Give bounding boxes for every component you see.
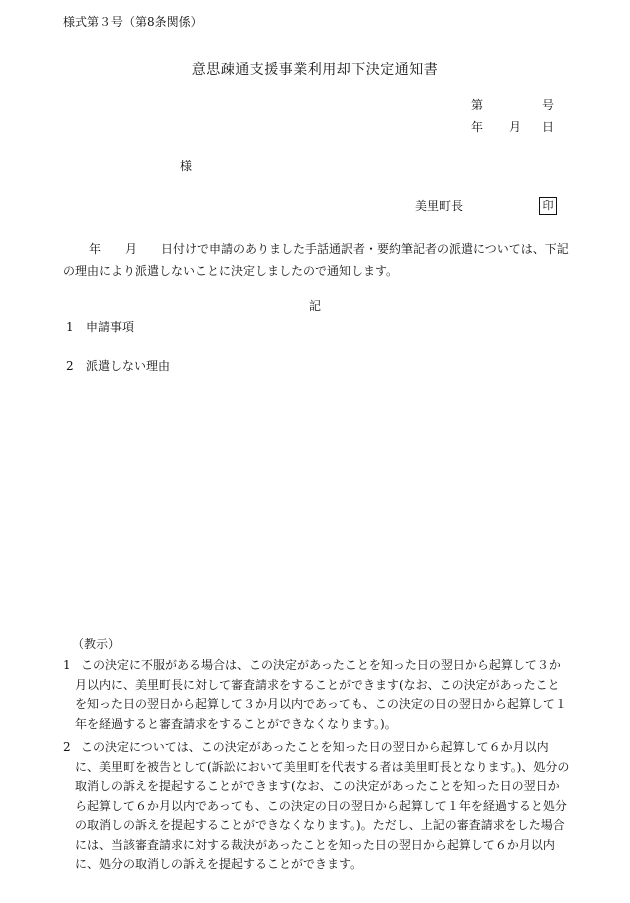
date-year-label: 年 xyxy=(471,120,484,134)
notice-item xyxy=(63,656,571,734)
notice-text: この決定に不服がある場合は、この決定があったことを知った日の翌日から起算して３か月以内に、美里町長に対して審査請求をすることができます(なお、この決定があったことを知った日の翌日から起算して３か月以内であっても、この決定の日の翌日から起算して１年を経過すると審査請求をすることができなくなります。)。 xyxy=(75,658,567,731)
seal-box: 印 xyxy=(539,197,557,215)
item-number: 2 xyxy=(66,359,74,373)
item-label: 派遣しない理由 xyxy=(86,359,171,373)
notice-heading: （教示） xyxy=(72,637,121,651)
form-number: 様式第３号（第8条関係） xyxy=(63,15,203,29)
item-number: 1 xyxy=(66,320,74,334)
notice-number: 1 xyxy=(63,658,71,672)
notice-number: 2 xyxy=(63,740,71,754)
list-item-application xyxy=(66,321,134,333)
date-day-label: 日 xyxy=(542,120,555,134)
notice-text: この決定については、この決定があったことを知った日の翌日から起算して６か月以内に、美里町を被告として(訴訟において美里町を代表する者は美里町長となります。)、処分の取消しの訴えを提起することができます(なお、この決定があったことを知った日の翌日から起算して６か月以内であっても、この決定の日の翌日から起算して１年を経過すると処分の取消しの訴えを提起することができなくなります。)。ただし、上記の審査請求をした場合には、当該審査請求に対する裁決があったことを知った日の翌日から起算して６か月以内に、処分の取消しの訴えを提起することができます。 xyxy=(75,740,570,871)
body-paragraph: 年 月 日付けで申請のありました手話通訳者・要約筆記者の派遣については、下記の理由により派遣しないことに決定しましたので通知します。 xyxy=(63,242,569,278)
issuer-title: 美里町長 xyxy=(415,199,464,213)
date-month-label: 月 xyxy=(509,120,522,134)
notice-item xyxy=(63,738,571,875)
addressee-honorific: 様 xyxy=(180,159,193,173)
document-title: 意思疎通支援事業利用却下決定通知書 xyxy=(191,62,439,78)
list-item-reason xyxy=(66,360,170,372)
ki-heading: 記 xyxy=(308,299,321,313)
doc-number-suffix: 号 xyxy=(542,98,555,112)
item-label: 申請事項 xyxy=(86,320,135,334)
doc-number-prefix: 第 xyxy=(471,98,484,112)
